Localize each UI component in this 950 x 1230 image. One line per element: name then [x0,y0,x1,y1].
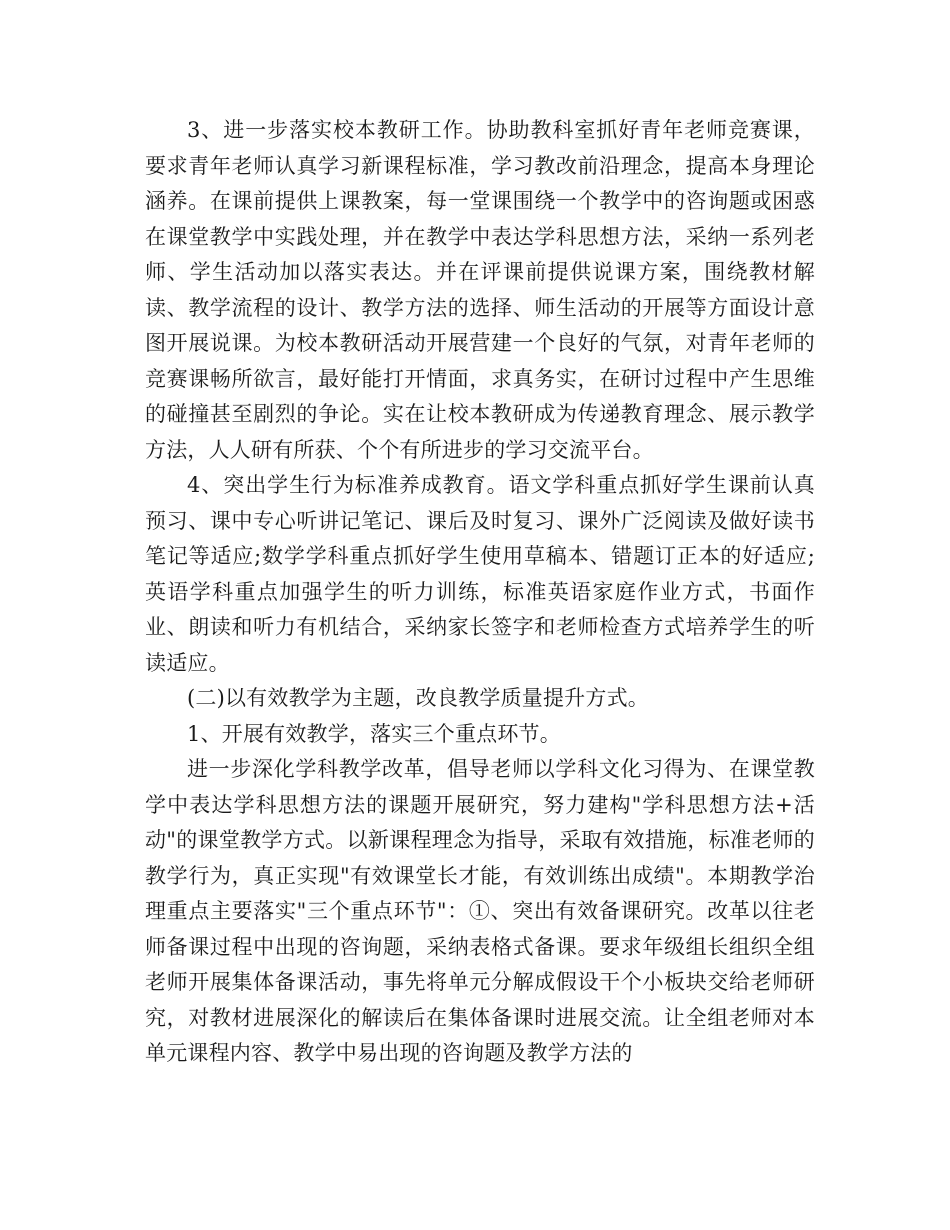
subheading-three-key-links: 1、开展有效教学，落实三个重点环节。 [187,721,561,746]
document-body [145,113,815,1072]
paragraph-teaching-reform: 进一步深化学科教学改革，倡导老师以学科文化习得为、在课堂教学中表达学科思想方法的课题开展研究，努力建构"学科思想方法+活动"的课堂教学方式。以新课程理念为指导，采取有效措施，标准老师的教学行为，真正实现"有效课堂长才能，有效训练出成绩"。本期教学治理重点主要落实"三个重点环节"：①、突出有效备课研究。改革以往老师备课过程中出现的咨询题，采纳表格式备课。要求年级组长组织全组老师开展集体备课活动，事先将单元分解成假设干个小板块交给老师研究，对教材进展深化的解读后在集体备课时进展交流。让全组老师对本单元课程内容、教学中易出现的咨询题及教学方法的 [145,757,815,1065]
paragraph-school-research: 3、进一步落实校本教研工作。协助教科室抓好青年老师竞赛课，要求青年老师认真学习新课程标准，学习教改前沿理念，提高本身理论涵养。在课前提供上课教案，每一堂课围绕一个教学中的咨询题或困惑在课堂教学中实践处理，并在教学中表达学科思想方法，采纳一系列老师、学生活动加以落实表达。并在评课前提供说课方案，围绕教材解读、教学流程的设计、教学方法的选择、师生活动的开展等方面设计意图开展说课。为校本教研活动开展营建一个良好的气氛，对青年老师的竞赛课畅所欲言，最好能打开情面，求真务实，在研讨过程中产生思维的碰撞甚至剧烈的争论。实在让校本教研成为传递教育理念、展示教学方法，人人研有所获、个个有所进步的学习交流平台。 [145,118,815,462]
paragraph-student-habits: 4、突出学生行为标准养成教育。语文学科重点抓好学生课前认真预习、课中专心听讲记笔记、课后及时复习、课外广泛阅读及做好读书笔记等适应;数学学科重点抓好学生使用草稿本、错题订正本的好适应;英语学科重点加强学生的听力训练，标准英语家庭作业方式，书面作业、朗读和听力有机结合，采纳家长签字和老师检查方式培养学生的听读适应。 [145,473,815,675]
section-heading-effective-teaching: (二)以有效教学为主题，改良教学质量提升方式。 [187,686,649,710]
